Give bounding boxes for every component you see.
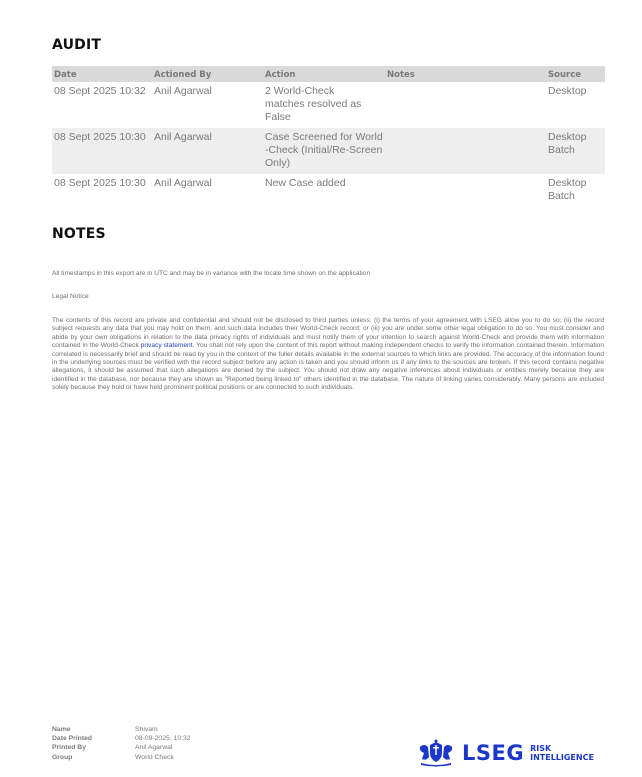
audit-header-row [52,66,605,82]
logo-subtitle [530,744,594,762]
meta-value: Shivam [135,726,158,733]
cell-actioned-by: Anil Agarwal [154,85,212,97]
meta-value: 08-09-2025, 10:32 [135,735,191,743]
meta-row-date-printed [52,734,191,743]
cell-source: Desktop [548,85,587,97]
lseg-wordmark: LSEG [462,741,525,765]
legal-text-part: The contents of this record are private and confidential and should not be disclosed to third parties unless: (i) the terms of your agreement with LSEG allow you to do so; (ii) the record subject requests any data that you may hold on them, and such data includes their World-Check record; or (iii) you are under some other legal obligation to do so. You must consider and abide by your own obligations in relation to the data privacy rights of individuals and must notify them of your intention to search against World-Check and provide them with information contained in the World-Check [52,317,604,350]
print-metadata [52,725,191,762]
cell-notes [385,82,546,128]
meta-label: Group [52,753,73,761]
table-row [52,82,605,128]
meta-row-name [52,725,191,734]
legal-notice-heading: Legal Notice [52,293,89,300]
cell-source: Desktop Batch [548,177,587,202]
meta-label: Date Printed [52,735,93,743]
audit-title: AUDIT [52,37,102,53]
cell-date: 08 Sept 2025 10:30 [54,177,146,189]
meta-label: Printed By [52,744,86,752]
table-row [52,128,605,174]
logo-subtitle-line: RISK [530,744,552,753]
logo-subtitle-line: INTELLIGENCE [530,753,594,762]
column-header-date: Date [52,66,152,82]
column-header-action: Action [263,66,385,82]
audit-table [52,66,605,207]
column-header-source: Source [546,66,605,82]
meta-label: Name [52,726,71,733]
notes-title: NOTES [52,226,106,242]
cell-notes [385,128,546,174]
cell-action: 2 World-Check matches resolved as False [265,85,362,123]
meta-row-group [52,753,191,762]
cell-date: 08 Sept 2025 10:32 [54,85,146,97]
table-row [52,174,605,207]
timezone-note: All timestamps in this export are in UTC and may be in variance with the locale time shown on the application [52,270,371,277]
column-header-actioned-by: Actioned By [152,66,263,82]
meta-value: Anil Agarwal [135,744,173,752]
cell-date: 08 Sept 2025 10:30 [52,128,152,174]
cell-actioned-by: Anil Agarwal [152,128,263,174]
cell-action: Case Screened for World-Check (Initial/Re-Screen Only) [263,128,385,174]
cell-notes [385,174,546,207]
legal-notice-body [52,317,604,393]
legal-text-part: . You shall not rely upon the content of this report without making independent checks to verify the information contained therein. Information correlated is necessarily brief and should be read by you in the context of the fuller details available in the external sources to which links are provided. The accuracy of the information found in the underlying sources must be verified with the record subject before any action is taken and you should inform us if any links to the sources are broken. If this record contains negative allegations, it should be assumed that such allegations are denied by the subject. You should not draw any negative inferences about individuals or entities merely because they are identified in the database, nor because they are shown as "Reported being linked to" others identified in the database. The nature of linking varies considerably. Many persons are included solely because they hold or have held prominent political positions or are connected to such individuals. [52,342,604,392]
privacy-statement-link[interactable]: privacy statement [140,342,193,350]
column-header-notes: Notes [385,66,546,82]
cell-source: Desktop Batch [546,128,605,174]
cell-action: New Case added [265,177,346,189]
coat-of-arms-icon [416,739,456,767]
meta-row-printed-by [52,743,191,752]
meta-value: World Check [135,753,174,761]
lseg-logo [416,739,594,767]
cell-actioned-by: Anil Agarwal [154,177,212,189]
